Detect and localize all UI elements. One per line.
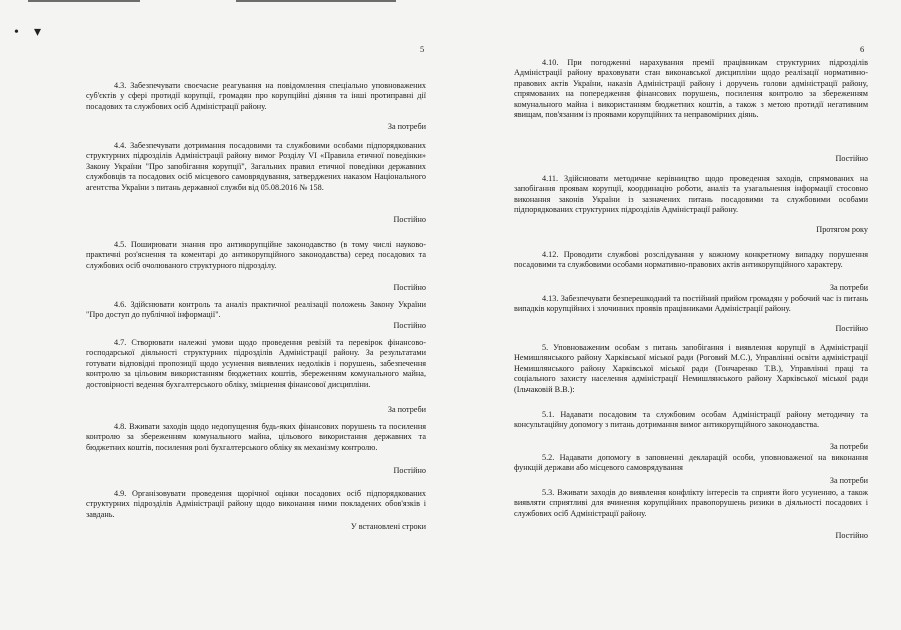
paragraph-4-12: 4.12. Проводити службові розслідування у кожному конкретному випадку порушення посадовими та службовими особами нормативно-правових актів антикорупційного характеру. — [514, 250, 868, 270]
page-number: 5 — [420, 44, 425, 54]
paragraph-4-8: 4.8. Вживати заходів щодо недопущення будь-яких фінансових порушень та посилення контролю за збереженням комунального майна, цільового використання державних та бюджетних коштів, посилення ролі бухгалтерського обліку як механізму контролю. — [86, 422, 426, 452]
term-4-12: За потреби — [829, 283, 868, 292]
term-4-9: У встановлені строки — [350, 522, 426, 531]
paragraph-5: 5. Уповноваженим особам з питань запобігання і виявлення корупції в Адміністрації Немишлянського району Харківської міської ради (Роговий М.С.), Управлінні освіти адміністрації Немишлянського району Харківської міської ради (Гончаренко Т.В.), Управлінні праці та соціального захисту населення адміністрації Немишлянського району Харківської міської ради (Ільчаковій В.В.): — [514, 343, 868, 394]
page-right — [450, 0, 901, 630]
page-left — [0, 0, 450, 630]
paragraph-5-2: 5.2. Надавати допомогу в заповненні декларацій особи, уповноваженої на виконання функцій держави або місцевого самоврядування — [514, 453, 868, 473]
term-5-3: Постійно — [835, 531, 868, 540]
paragraph-4-6: 4.6. Здійснювати контроль та аналіз практичної реалізації положень Закону України "Про доступ до публічної інформації". — [86, 300, 426, 320]
paragraph-4-10: 4.10. При погодженні нарахування премії працівникам структурних підрозділів Адміністрації району враховувати стан виконавської дисципліни щодо реалізації нормативно-правових актів України, наказів Адміністрації району і доручень голови адміністрації району, спрямованих на попередження фінансових порушень, посилення контролю за збереженням комунального майна і використанням бюджетних коштів, а також з метою протидії негативним явищам, пов'язаним із проявами корупційних та неправомірних діянь. — [514, 58, 868, 120]
paragraph-4-3: 4.3. Забезпечувати своєчасне реагування на повідомлення спеціально уповноважених суб'єктів у сфері протидії корупції, громадян про корупційні діяння та інші протиправні дії посадових та службових осіб Адміністрації району. — [86, 81, 426, 111]
term-4-6: Постійно — [393, 321, 426, 330]
term-4-5: Постійно — [393, 283, 426, 292]
paragraph-4-7: 4.7. Створювати належні умови щодо проведення ревізій та перевірок фінансово-господарської діяльності структурних підрозділів Адміністрації району. За результатами готувати відповідні пропозиції щодо усунення виявлених недоліків і порушень, забезпечення контролю за цільовим використанням бюджетних коштів, збереженням комунального майна, достовірності ведення бухгалтерського обліку, зміцнення фінансової дисципліни. — [86, 338, 426, 389]
scan-mark: • — [14, 25, 19, 40]
paragraph-4-11: 4.11. Здійснювати методичне керівництво щодо проведення заходів, спрямованих на запобігання проявам корупції, координацію роботи, аналіз та узагальнення інформації стосовно виконання законів України із зазначених питань посадовими та службовими особами підпорядкованих структурних підрозділів Адміністрації району. — [514, 174, 868, 215]
paragraph-4-13: 4.13. Забезпечувати безперешкодний та постійний прийом громадян у робочий час із питань випадків корупційних і злочинних проявів працівниками Адміністрації району. — [514, 294, 868, 314]
paragraph-5-1: 5.1. Надавати посадовим та службовим особам Адміністрації району методичну та консультаційну допомогу з питань дотримання вимог антикорупційного законодавства. — [514, 410, 868, 430]
paragraph-4-4: 4.4. Забезпечувати дотримання посадовими та службовими особами підпорядкованих структурних підрозділів Адміністрації району вимог Розділу VI «Правила етичної поведінки» Закону України "Про запобігання корупції", Загальних правил етичної поведінки державних службовців та посадових осіб місцевого самоврядування, затверджених наказом Національного агентства України з питань державної служби від 05.08.2016 № 158. — [86, 141, 426, 192]
paragraph-4-9: 4.9. Організовувати проведення щорічної оцінки посадових осіб підпорядкованих структурних підрозділів Адміністрації району щодо виконання ними покладених обов'язків і завдань. — [86, 489, 426, 519]
term-4-7: За потреби — [387, 405, 426, 414]
term-4-4: Постійно — [393, 215, 426, 224]
term-4-13: Постійно — [835, 324, 868, 333]
page-number: 6 — [860, 44, 865, 54]
term-5-1: За потреби — [829, 442, 868, 451]
paragraph-4-5: 4.5. Поширювати знання про антикорупційне законодавство (в тому числі науково-практичні роз'яснення та коментарі до антикорупційного законодавства) серед посадових та службових осіб очолюваного структурного підрозділу. — [86, 240, 426, 270]
scan-mark: ▾ — [34, 25, 42, 40]
paragraph-5-3: 5.3. Вживати заходів до виявлення конфлікту інтересів та сприяти його усуненню, а також виявляти сприятливі для вчинення корупційних правопорушень ризики в діяльності посадових і службових осіб Адміністрації району. — [514, 488, 868, 518]
term-4-11: Протягом року — [816, 225, 868, 234]
term-4-3: За потреби — [387, 122, 426, 131]
term-4-10: Постійно — [835, 154, 868, 163]
term-4-8: Постійно — [393, 466, 426, 475]
term-5-2: За потреби — [829, 476, 868, 485]
